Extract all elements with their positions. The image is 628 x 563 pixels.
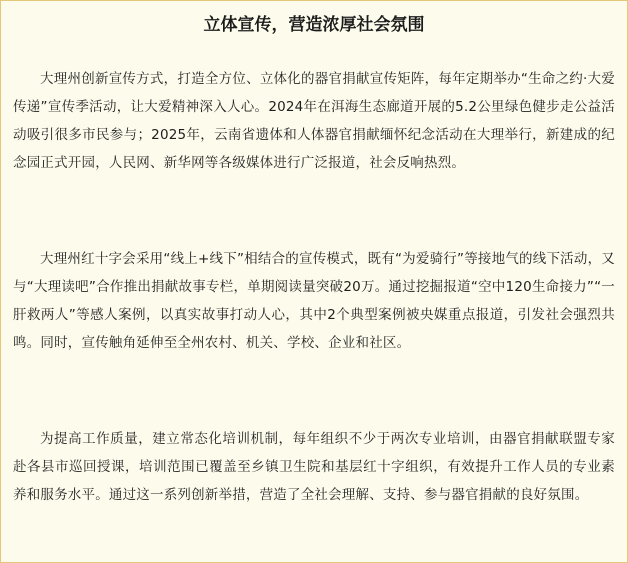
paragraph-2: 大理州红十字会采用“线上+线下”相结合的宣传模式，既有“为爱骑行”等接地气的线下活动，又与“大理读吧”合作推出捐献故事专栏，单期阅读量突破20万。通过挖掘报道“空中120生命接力”“一肝救两人”等感人案例，以真实故事打动人心，其中2个典型案例被央媒重点报道，引发社会强烈共鸣。同时，宣传触角延伸至全州农村、机关、学校、企业和社区。 bbox=[13, 251, 615, 351]
paragraph-3: 为提高工作质量，建立常态化培训机制，每年组织不少于两次专业培训，由器官捐献联盟专家赴各县市巡回授课，培训范围已覆盖至乡镇卫生院和基层红十字组织，有效提升工作人员的专业素养和服务水平。通过这一系列创新举措，营造了全社会理解、支持、参与器官捐献的良好氛围。 bbox=[13, 431, 615, 503]
article-title: 立体宣传，营造浓厚社会氛围 bbox=[203, 15, 425, 35]
paragraph-1: 大理州创新宣传方式，打造全方位、立体化的器官捐献宣传矩阵，每年定期举办“生命之约·大爱传递”宣传季活动，让大爱精神深入人心。2024年在洱海生态廊道开展的5.2公里绿色健步走公益活动吸引很多市民参与；2025年，云南省遗体和人体器官捐献缅怀纪念活动在大理举行，新建成的纪念园正式开园，人民网、新华网等各级媒体进行广泛报道，社会反响热烈。 bbox=[13, 71, 615, 171]
